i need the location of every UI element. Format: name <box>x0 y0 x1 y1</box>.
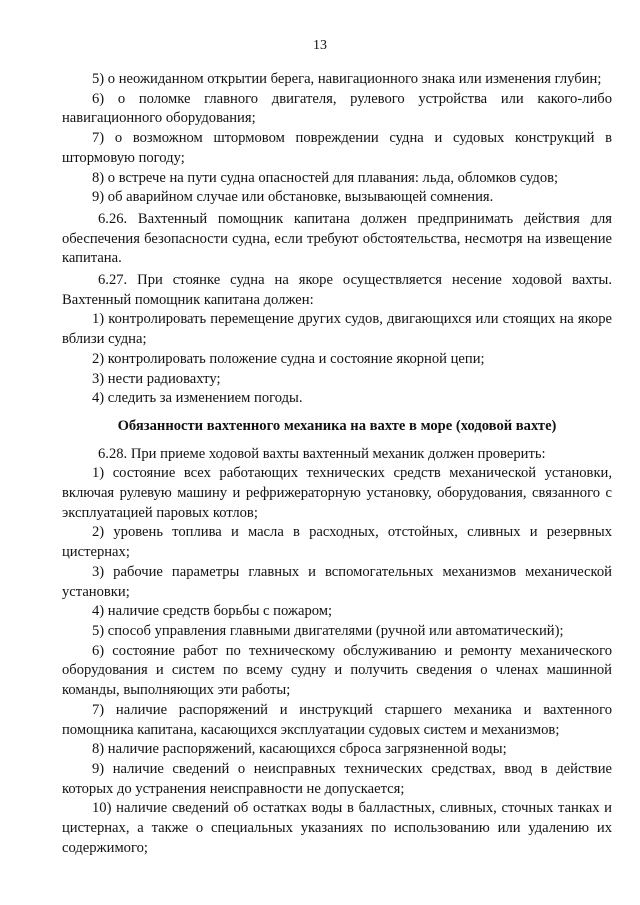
paragraph-engineer-item-1: 1) состояние всех работающих технических средств механической установки, включая рулевую машину и рефрижераторную установку, оборудования, связанного с эксплуатацией паровых котлов; <box>62 465 612 521</box>
paragraph-engineer-item-10: 10) наличие сведений об остатках воды в балластных, сливных, сточных танках и цистернах, а также о специальных указаниях по использованию или удалению их содержимого; <box>62 800 612 856</box>
paragraph-engineer-item-8: 8) наличие распоряжений, касающихся сброса загрязненной воды; <box>92 741 507 758</box>
paragraph-6-26: 6.26. Вахтенный помощник капитана должен предпринимать действия для обеспечения безопасности судна, если требуют обстоятельства, несмотря на извещение капитана. <box>62 210 612 267</box>
paragraph-engineer-item-3: 3) рабочие параметры главных и вспомогательных механизмов механической установки; <box>62 563 612 600</box>
paragraph-engineer-item-6: 6) состояние работ по техническому обслуживанию и ремонту механического оборудования и систем по всему судну и получить сведения о членах машинной команды, выполняющих эти работы; <box>62 642 612 699</box>
paragraph-engineer-item-9: 9) наличие сведений о неисправных технических средствах, ввод в действие которых до устранения неисправности не допускается; <box>62 760 612 797</box>
paragraph-item-7: 7) о возможном штормовом повреждении судна и судовых конструкций в штормовую погоду; <box>62 130 612 166</box>
paragraph-6-27: 6.27. При стоянке судна на якоре осуществляется несение ходовой вахты. Вахтенный помощник капитана должен: <box>62 272 612 308</box>
paragraph-item-9: 9) об аварийном случае или обстановке, вызывающей сомнения. <box>92 189 494 206</box>
paragraph-engineer-item-5: 5) способ управления главными двигателями (ручной или автоматический); <box>92 622 564 639</box>
page-number: 13 <box>313 38 327 53</box>
section-heading: Обязанности вахтенного механика на вахте в море (ходовой вахте) <box>117 417 557 434</box>
paragraph-engineer-item-7: 7) наличие распоряжений и инструкций старшего механика и вахтенного помощника капитана, касающихся эксплуатации судовых систем и механизмов; <box>62 701 612 738</box>
paragraph-engineer-item-4: 4) наличие средств борьбы с пожаром; <box>92 603 333 620</box>
paragraph-engineer-item-2: 2) уровень топлива и масла в расходных, отстойных, сливных и резервных цистернах; <box>62 524 612 561</box>
paragraph-anchor-item-4: 4) следить за изменением погоды. <box>92 390 303 407</box>
paragraph-anchor-item-3: 3) нести радиовахту; <box>92 370 221 387</box>
paragraph-anchor-item-1: 1) контролировать перемещение других судов, двигающихся или стоящих на якоре вблизи судна; <box>62 311 612 348</box>
paragraph-anchor-item-2: 2) контролировать положение судна и состояние якорной цепи; <box>92 350 485 367</box>
paragraph-6-28: 6.28. При приеме ходовой вахты вахтенный механик должен проверить: <box>98 445 546 462</box>
document-body <box>62 70 612 858</box>
paragraph-item-5: 5) о неожиданном открытии берега, навигационного знака или изменения глубин; <box>92 71 602 87</box>
paragraph-item-6: 6) о поломке главного двигателя, рулевого устройства или какого-либо навигационного оборудования; <box>62 90 612 127</box>
paragraph-item-8: 8) о встрече на пути судна опасностей для плавания: льда, обломков судов; <box>92 169 559 186</box>
